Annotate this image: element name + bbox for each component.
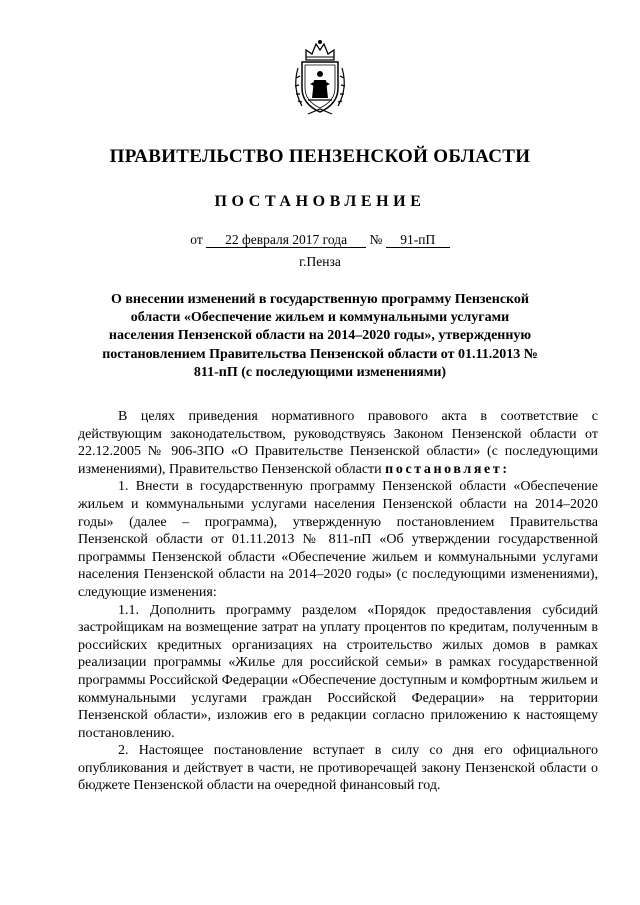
document-type: ПОСТАНОВЛЕНИЕ [214,193,426,210]
paragraph-1-1: 1.1. Дополнить программу разделом «Порядок предоставления субсидий застройщикам на возмещение затрат на уплату процентов по кредитам, полученным в российских кредитных организациях на строительство жилых домов в рамках реализации программы «Жилье для российской семьи» в рамках государственной программы Российской Федерации «Обеспечение доступным и комфортным жильем и коммунальными услугами граждан Российской Федерации» на территории Пензенской области», изложив его в редакции согласно приложению к настоящему постановлению. [78,602,598,741]
decree-word: постановляет: [385,461,510,477]
preamble-text: В целях приведения нормативного правового акта в соответствие с действующим законодательством, руководствуясь Законом Пензенской области от 22.12.2005 № 906-ЗПО «О Правительстве Пензенской области» (с последующими изменениями), Правительство Пензенской области [78,409,598,477]
document-title: О внесении изменений в государственную программу Пензенской области «Обеспечение жильем и коммунальными услугами населения Пензенской области на 2014–2020 годы», утвержденную постановлением Правительства Пензенской области от 01.11.2013 № 811-пП (с последующими изменениями) [102,292,538,380]
city: г.Пенза [299,254,341,269]
number-sign: № [369,232,383,247]
document-date: 22 февраля 2017 года [206,232,366,248]
date-number-line [0,232,640,248]
date-prefix: от [190,232,203,247]
coat-of-arms [288,38,352,116]
document-body [78,408,598,795]
paragraph-1: 1. Внести в государственную программу Пензенской области «Обеспечение жильем и коммунальными услугами населения Пензенской области на 2014–2020 годы» (далее – программа), утвержденную постановлением Правительства Пензенской области от 01.11.2013 № 811-пП «Об утверждении государственной программы Пензенской области «Обеспечение жильем и коммунальными услугами населения Пензенской области на 2014–2020 годы» (с последующими изменениями), следующие изменения: [78,479,598,600]
organization-name: ПРАВИТЕЛЬСТВО ПЕНЗЕНСКОЙ ОБЛАСТИ [109,146,531,167]
preamble-paragraph [78,408,598,478]
document-number: 91-пП [386,232,450,248]
paragraph-2: 2. Настоящее постановление вступает в силу со дня его официального опубликования и действует в части, не противоречащей закону Пензенской области о бюджете Пензенской области на очередной финансовый год. [78,743,598,794]
